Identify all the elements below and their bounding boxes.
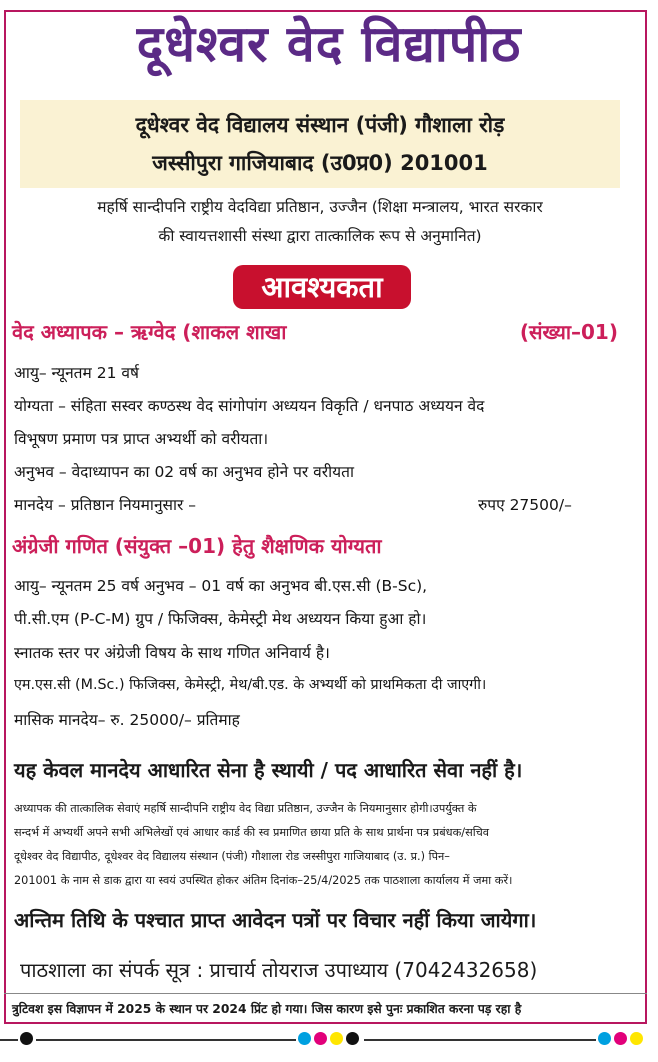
vacancy1-qualification-1: योग्यता – संहिता सस्वर कण्ठस्थ वेद सांगोपांग अध्ययन विकृति / धनपाठ अध्ययन वेद (14, 397, 485, 415)
instructions-line-2: सन्दर्भ में अभ्यर्थी अपने सभी अभिलेखों एवं आधार कार्ड की स्व प्रमाणित छाया प्रति के साथ प्रार्थना पत्र प्रबंधक/सचिव (14, 826, 490, 839)
registration-bar-middle-left (36, 1039, 296, 1041)
vacancy2-line-2: पी.सी.एम (P-C-M) ग्रुप / फिजिक्स, केमेस्ट्री मेथ अध्ययन किया हुआ हो। (14, 610, 427, 628)
vacancy1-experience: अनुभव – वेदाध्यापन का 02 वर्ष का अनुभव होने पर वरीयता (14, 463, 354, 481)
instructions-line-3: दूधेश्वर वेद विद्यापीठ, दूधेश्वर वेद विद्यालय संस्थान (पंजी) गौशाला रोड जस्सीपुरा गाजियाबाद (उ. प्र.) पिन– (14, 850, 450, 863)
yellow-dot-icon (330, 1032, 343, 1045)
magenta-dot-icon (614, 1032, 627, 1045)
requirement-banner: आवश्यकता (233, 265, 411, 309)
vacancy1-age: आयु– न्यूनतम 21 वर्ष (14, 364, 139, 382)
contact-info: पाठशाला का संपर्क सूत्र : प्राचार्य तोयराज उपाध्याय (7042432658) (20, 958, 538, 982)
address-box (20, 100, 620, 188)
registration-marks-left (20, 1032, 33, 1048)
last-date-notice: अन्तिम तिथि के पश्चात प्राप्त आवेदन पत्रों पर विचार नहीं किया जायेगा। (14, 908, 537, 932)
vacancy1-qualification-2: विभूषण प्रमाण पत्र प्राप्त अभ्यर्थी को वरीयता। (14, 430, 269, 448)
magenta-dot-icon (314, 1032, 327, 1045)
vacancy1-count: (संख्या–01) (519, 320, 618, 344)
errata-divider (4, 993, 647, 994)
vacancy2-line-5: मासिक मानदेय– रु. 25000/– प्रतिमाह (14, 711, 240, 729)
affiliation-line-1: महर्षि सान्दीपनि राष्ट्रीय वेदविद्या प्रतिष्ठान, उज्जैन (शिक्षा मन्त्रालय, भारत सरकार (97, 198, 543, 216)
instructions-line-1: अध्यापक की तात्कालिक सेवाएं महर्षि सान्दीपनि राष्ट्रीय वेद विद्या प्रतिष्ठान, उज्जैन के नियमानुसार होगी।उपर्युक्त के (14, 802, 477, 815)
vacancy2-line-4: एम.एस.सी (M.Sc.) फिजिक्स, केमेस्ट्री, मेथ/बी.एड. के अभ्यर्थी को प्राथमिकता दी जाएगी। (14, 677, 487, 693)
vacancy1-honorarium: मानदेय – प्रतिष्ठान नियमानुसार – (14, 496, 197, 514)
vacancy1-amount: रुपए 27500/– (478, 496, 572, 514)
vacancy1-heading: वेद अध्यापक – ऋग्वेद (शाकल शाखा (12, 320, 287, 344)
affiliation-line-2: की स्वायत्तशासी संस्था द्वारा तात्कालिक रूप से अनुमानित) (158, 227, 482, 245)
registration-bar-left (0, 1039, 18, 1041)
address-line-2: जस्सीपुरा गाजियाबाद (उ0प्र0) 201001 (152, 151, 488, 175)
instructions-line-4: 201001 के नाम से डाक द्वारा या स्वयं उपस्थित होकर अंतिम दिनांक–25/4/2025 तक पाठशाला कार्यालय में जमा करें। (14, 874, 513, 887)
vacancy2-line-3: स्नातक स्तर पर अंग्रेजी विषय के साथ गणित अनिवार्य है। (14, 644, 330, 662)
affiliation-text (10, 193, 630, 251)
black-dot-icon (346, 1032, 359, 1045)
cyan-dot-icon (598, 1032, 611, 1045)
errata-note: त्रुटिवश इस विज्ञापन में 2025 के स्थान पर 2024 प्रिंट हो गया। जिस कारण इसे पुनः प्रकाशित करना पड़ रहा है (12, 1002, 522, 1016)
registration-bar-middle-right (364, 1039, 596, 1041)
yellow-dot-icon (630, 1032, 643, 1045)
application-instructions (14, 797, 634, 893)
black-dot-icon (20, 1032, 33, 1045)
vacancy2-line-1: आयु– न्यूनतम 25 वर्ष अनुभव – 01 वर्ष का अनुभव बी.एस.सी (B-Sc), (14, 577, 428, 595)
page-title: दूधेश्वर वेद विद्यापीठ (136, 15, 522, 73)
service-notice: यह केवल मानदेय आधारित सेना है स्थायी / पद आधारित सेवा नहीं है। (14, 758, 523, 782)
address-line-1: दूधेश्वर वेद विद्यालय संस्थान (पंजी) गौशाला रोड़ (135, 113, 505, 137)
vacancy2-heading: अंग्रेजी गणित (संयुक्त –01) हेतु शैक्षणिक योग्यता (12, 534, 382, 558)
registration-marks-right (598, 1032, 643, 1048)
cyan-dot-icon (298, 1032, 311, 1045)
registration-marks-center (298, 1032, 359, 1048)
